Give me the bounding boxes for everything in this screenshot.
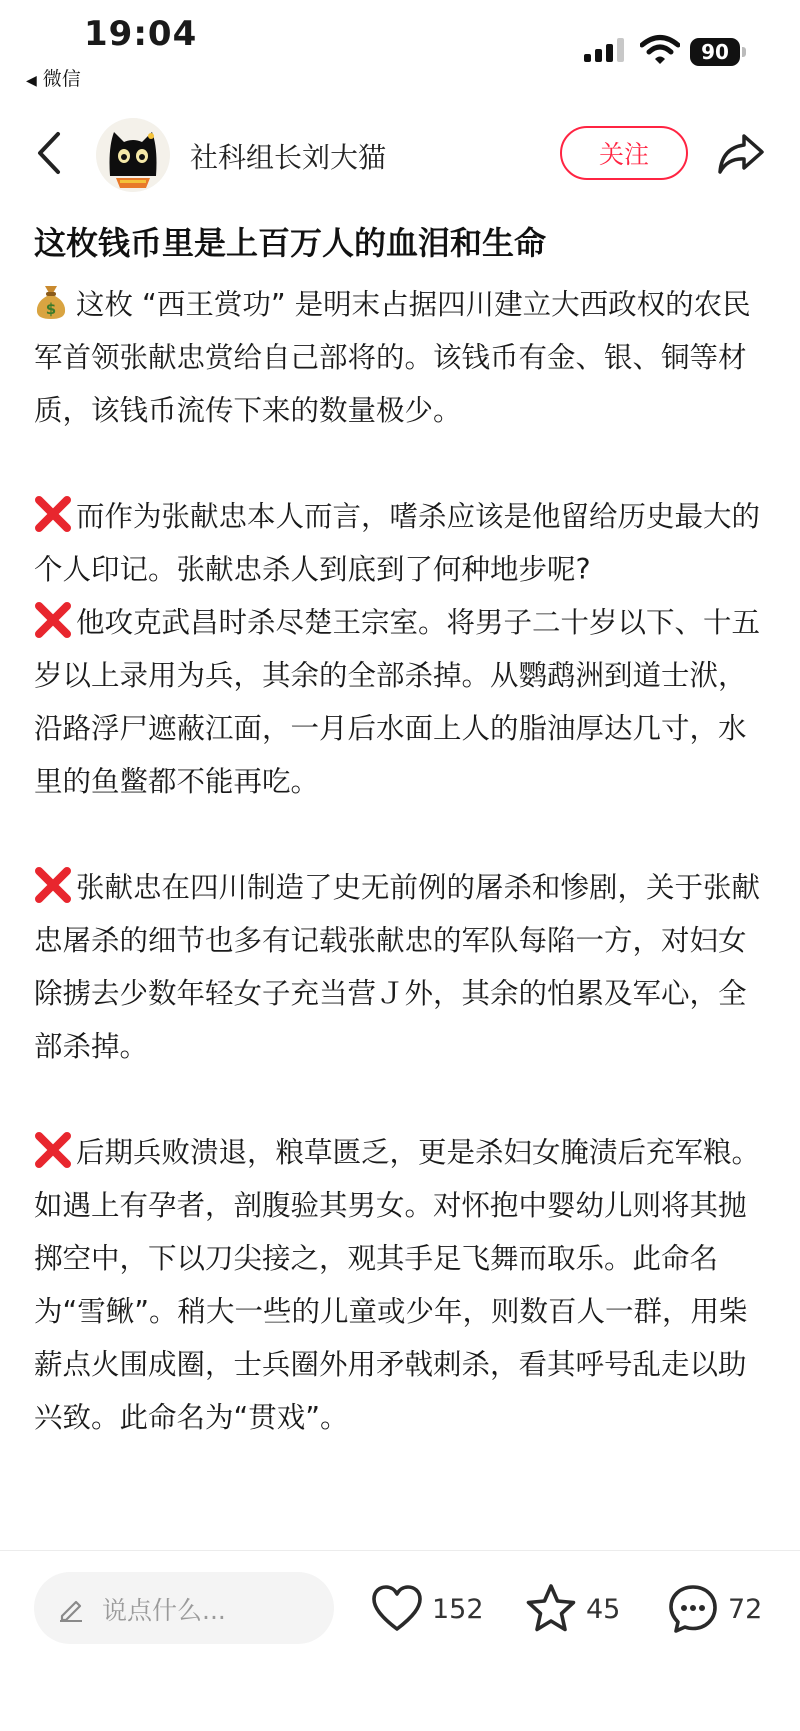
cross-mark-icon [34,495,72,533]
svg-text:$: $ [45,300,57,318]
paragraph-gap [34,808,774,861]
wifi-icon [640,34,680,66]
status-bar [0,0,800,100]
paragraph-2-text: 而作为张献忠本人而言，嗜杀应该是他留给历史最大的个人印记。张献忠杀人到底到了何种地步呢? [34,500,761,586]
comment-input[interactable] [34,1572,334,1644]
post-header [0,112,800,198]
black-cat-avatar-icon [96,118,170,192]
cellular-signal-icon [584,38,626,64]
bottom-divider [0,1550,800,1551]
paragraph-gap [34,437,774,490]
author-avatar[interactable] [96,118,170,192]
comment-placeholder: 说点什么... [102,1596,226,1625]
paragraph-1-text: 这枚 “西王赏功” 是明末占据四川建立大西政权的农民军首领张献忠赏给自己部将的。该钱币有金、银、铜等材质，该钱币流传下来的数量极少。 [34,288,751,427]
chat-bubble-icon [666,1582,720,1636]
paragraph-3 [34,596,774,808]
paragraph-5-text: 后期兵败溃退，粮草匮乏，更是杀妇女腌渍后充军粮。如遇上有孕者，剖腹验其男女。对怀抱中婴幼儿则将其抛掷空中，下以刀尖接之，观其手足飞舞而取乐。此命名为“雪鳅”。稍大一些的儿童或少年，则数百人一群，用柴薪点火围成圈，士兵圈外用矛戟刺杀，看其呼号乱走以助兴致。此命名为“贯戏”。 [34,1136,761,1434]
like-button[interactable] [370,1582,490,1638]
paragraph-1 [34,278,774,437]
back-triangle-icon: ◀ [26,73,37,89]
battery-level: 90 [690,38,740,66]
battery-indicator [690,38,744,66]
share-button[interactable] [716,132,766,176]
paragraph-4 [34,861,774,1073]
follow-button[interactable]: 关注 [560,126,688,180]
heart-icon [370,1582,424,1636]
comment-count: 72 [728,1594,763,1625]
star-icon [524,1582,578,1636]
like-count: 152 [432,1594,484,1625]
money-bag-icon [34,284,68,320]
collect-count: 45 [586,1594,621,1625]
paragraph-gap [34,1073,774,1126]
cross-mark-icon [34,1131,72,1169]
back-button[interactable] [34,130,64,176]
paragraph-4-text: 张献忠在四川制造了史无前例的屠杀和惨剧，关于张献忠屠杀的细节也多有记载张献忠的军队每陷一方，对妇女除掳去少数年轻女子充当营Ｊ外，其余的怕累及军心，全部杀掉。 [34,871,761,1063]
comment-button[interactable] [666,1582,776,1638]
collect-button[interactable] [524,1582,634,1638]
paragraph-2 [34,490,774,596]
back-app-label: 微信 [42,68,81,90]
post-content [34,278,774,1444]
paragraph-5 [34,1126,774,1444]
paragraph-3-text: 他攻克武昌时杀尽楚王宗室。将男子二十岁以下、十五岁以上录用为兵，其余的全部杀掉。从鹦鹉洲到道士洑，沿路浮尸遮蔽江面，一月后水面上人的脂油厚达几寸，水里的鱼鳖都不能再吃。 [34,606,761,798]
battery-nub [742,47,746,57]
cross-mark-icon [34,866,72,904]
status-time: 19:04 [84,14,198,54]
back-to-app-link[interactable] [26,64,81,91]
pen-icon [58,1596,84,1622]
cross-mark-icon [34,601,72,639]
author-name[interactable]: 社科组长刘大猫 [190,141,387,174]
post-title: 这枚钱币里是上百万人的血泪和生命 [34,224,547,262]
